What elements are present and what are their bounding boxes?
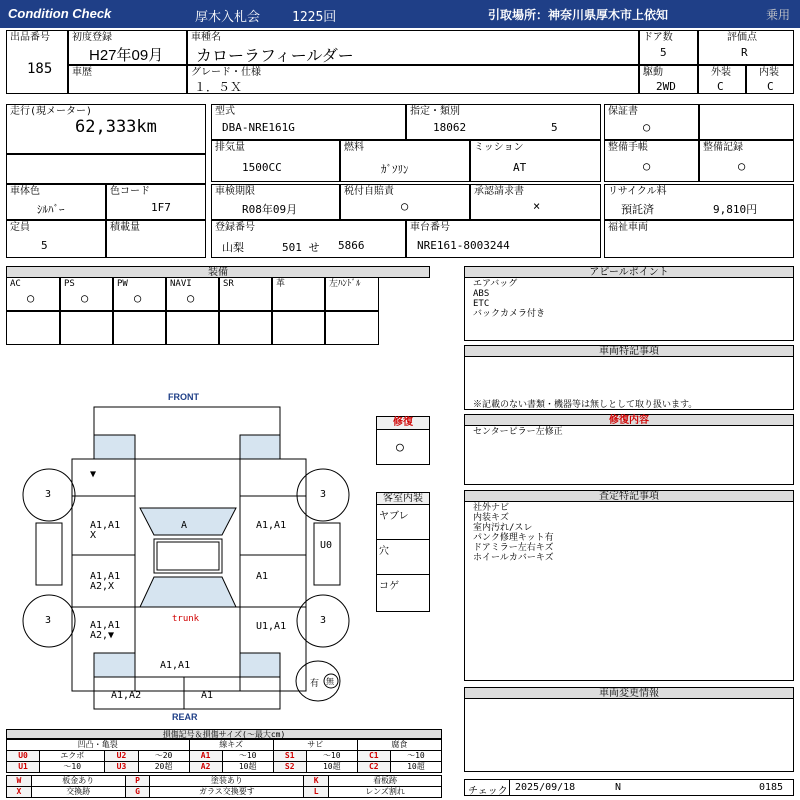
legend-row <box>7 762 442 773</box>
inspection-cell <box>211 184 340 220</box>
drive-label: 駆動 <box>643 67 663 78</box>
tire-rear-right-mark: 3 <box>320 615 327 626</box>
capacity-cell <box>6 220 106 258</box>
rear-corner-right <box>240 653 280 677</box>
car-damage-diagram <box>0 385 370 725</box>
interior-item: ヤブレ <box>379 511 409 522</box>
load-cell <box>106 220 206 258</box>
mileage-extra-cell <box>6 154 206 184</box>
approval: × <box>533 199 541 213</box>
model: DBA-NRE161G <box>222 121 295 134</box>
model-label: 型式 <box>215 106 235 117</box>
fuel-cell <box>340 140 470 182</box>
text-line: バックカメラ付き <box>473 309 546 319</box>
equipment-label: SR <box>223 279 234 289</box>
lot-no-label: 出品番号 <box>10 32 50 43</box>
legend-cell: C1 <box>357 751 390 762</box>
color-cell <box>6 184 106 220</box>
mark-left-quarter: A1,A1 <box>90 620 121 631</box>
equipment-value: ○ <box>27 291 35 305</box>
car-name-label: 車種名 <box>191 32 221 43</box>
legend-cell: C2 <box>357 762 390 773</box>
displacement: 1500CC <box>242 161 282 174</box>
legend-cell: レンズ割れ <box>329 787 442 798</box>
text-line: センターピラー左修正 <box>473 427 563 437</box>
repair-box <box>376 429 430 465</box>
doors-cell <box>639 30 698 65</box>
doors-label: ドア数 <box>643 32 673 43</box>
legend-cell: S1 <box>273 751 306 762</box>
plate-area: 山梨 <box>222 241 244 254</box>
repair-detail-lines <box>473 427 563 437</box>
appeal-box <box>464 277 794 341</box>
repair-value: ○ <box>396 440 404 455</box>
footer-divider <box>509 780 510 795</box>
check-code: 0185 <box>759 782 784 793</box>
legend-table-2 <box>6 775 442 798</box>
front-corner-right <box>240 435 280 459</box>
equipment-value: ○ <box>187 291 195 305</box>
mark-rear-bumper-left: A1,A2 <box>111 690 142 701</box>
recycle-label: リサイクル料 <box>608 186 667 197</box>
displacement-cell <box>211 140 340 182</box>
legend-cell: L <box>304 787 329 798</box>
mark-left-front-door: A1,A1 <box>90 520 121 531</box>
grade-label: 評価点 <box>727 32 757 43</box>
equipment-empty <box>113 311 166 345</box>
inspection: R08年09月 <box>242 203 298 216</box>
assessment-title: 査定特記事項 <box>464 490 794 502</box>
equipment-value: ○ <box>134 291 142 305</box>
lot-no-cell <box>6 30 68 94</box>
designation: 18062 <box>433 121 467 134</box>
spare-label: 有 <box>310 679 320 689</box>
designation-cell <box>406 104 601 140</box>
windshield <box>140 508 236 535</box>
check-date: 2025/09/18 <box>515 782 576 793</box>
equipment-label: PW <box>117 279 128 289</box>
maint-record-cell <box>699 140 794 182</box>
legend-group: 凹凸・亀裂 <box>7 740 190 751</box>
mileage-label: 走行(現メーター) <box>10 106 93 117</box>
mileage-cell <box>6 104 206 154</box>
legend-cell: 10超 <box>390 762 441 773</box>
divider <box>377 539 429 540</box>
equipment-empty <box>60 311 113 345</box>
maint-book: ○ <box>643 159 651 173</box>
maint-record: ○ <box>738 159 746 173</box>
text-line: ホイールカバーキズ <box>473 553 554 563</box>
recycle-status: 預託済 <box>621 203 654 216</box>
equipment-label: 左ﾊﾝﾄﾞﾙ <box>329 279 361 289</box>
mark-right-front-door: A1,A1 <box>256 520 287 531</box>
category-no: 5 <box>551 121 558 134</box>
legend-cell: ～10 <box>390 751 441 762</box>
car-name: カローラフィールダー <box>196 48 354 65</box>
plate-label: 登録番号 <box>215 222 255 233</box>
first-reg: H27年09月 <box>89 47 164 64</box>
tax: ○ <box>401 199 409 213</box>
capacity: 5 <box>41 239 48 252</box>
legend-cell: W <box>7 776 32 787</box>
model-cell <box>211 104 406 140</box>
drive: 2WD <box>656 80 676 93</box>
legend-group: サビ <box>273 740 357 751</box>
special-note: ※記載のない書類・機器等は無しとして取り扱います。 <box>473 400 698 410</box>
text-line: 社外ナビ <box>473 503 510 513</box>
history-cell <box>68 65 187 94</box>
legend-cell: U1 <box>7 762 40 773</box>
trim-label: グレード・仕様 <box>191 67 261 78</box>
legend-cell: S2 <box>273 762 306 773</box>
maint-book-cell <box>604 140 699 182</box>
equipment-title: 装備 <box>6 266 430 278</box>
warranty: ○ <box>643 120 651 134</box>
mark-right-quarter: U1,A1 <box>256 621 287 632</box>
legend-cell: 10超 <box>306 762 357 773</box>
legend-cell: U3 <box>105 762 138 773</box>
brand: Condition Check <box>8 6 112 21</box>
interior-item: コゲ <box>379 581 399 592</box>
check-mark: N <box>615 782 622 793</box>
text-line: 内装キズ <box>473 513 509 523</box>
equipment-label: NAVI <box>170 279 192 289</box>
mark-rear-bumper-right: A1 <box>201 690 214 701</box>
int-cell <box>746 65 794 94</box>
tax-label: 税付自賠責 <box>344 186 394 197</box>
inspection-label: 車検期限 <box>215 186 255 197</box>
text-line: パンク修理キット有 <box>473 533 554 543</box>
trunk-label: trunk <box>172 614 200 624</box>
rear-window <box>140 577 236 607</box>
text-line: 室内汚れ/スレ <box>473 523 533 533</box>
recycle-cell <box>604 184 794 220</box>
legend-row <box>7 787 442 798</box>
legend-cell: ガラス交換要す <box>150 787 304 798</box>
text-line: ABS <box>473 289 490 299</box>
interior-item: 穴 <box>379 546 389 557</box>
legend-cell: ～10 <box>222 751 273 762</box>
mission: AT <box>513 161 527 174</box>
interior-title: 客室内装 <box>376 492 430 505</box>
equipment-empty <box>272 311 325 345</box>
color-label: 車体色 <box>10 186 40 197</box>
text-line: エアバッグ <box>473 279 518 289</box>
roof-inner <box>157 542 219 570</box>
repair-detail-title: 修復内容 <box>464 414 794 426</box>
doors: 5 <box>660 46 667 59</box>
equipment-label: PS <box>64 279 75 289</box>
legend-cell: 20超 <box>138 762 189 773</box>
fuel-label: 燃料 <box>344 142 364 153</box>
mission-cell <box>470 140 601 182</box>
first-reg-label: 初度登録 <box>72 32 112 43</box>
header-bar <box>0 0 800 28</box>
assessment-lines <box>473 503 554 563</box>
legend-cell: U2 <box>105 751 138 762</box>
welfare-cell <box>604 220 794 258</box>
legend-cell: G <box>125 787 150 798</box>
equipment-empty <box>219 311 272 345</box>
equipment-item <box>272 277 325 311</box>
int: C <box>767 80 774 93</box>
equipment-item <box>325 277 379 311</box>
mark-left-rear-door: A1,A1 <box>90 571 121 582</box>
tire-front-left-mark: 3 <box>45 489 52 500</box>
check-label: チェック <box>468 786 508 797</box>
legend-row <box>7 776 442 787</box>
mission-label: ミッション <box>474 142 524 153</box>
text-line: ドアミラー左右キズ <box>473 543 554 553</box>
trim-cell <box>187 65 639 94</box>
legend-title: 損傷記号＆損傷サイズ(～最大cm) <box>6 729 442 739</box>
mark-front-left: ▼ <box>90 469 97 480</box>
legend-table <box>6 739 442 773</box>
spare-circle-label: 無 <box>326 677 334 686</box>
welfare-label: 福祉車両 <box>608 222 648 233</box>
equipment-empty <box>166 311 219 345</box>
legend-cell: ～10 <box>40 762 105 773</box>
text-line: ETC <box>473 299 490 309</box>
legend-cell: 看板跡 <box>329 776 442 787</box>
ext: C <box>717 80 724 93</box>
drive-cell <box>639 65 698 94</box>
mark-right-mirror: U0 <box>320 540 333 551</box>
appeal-title: アピールポイント <box>464 266 794 278</box>
front-label: FRONT <box>168 392 199 402</box>
ext-label: 外装 <box>711 67 731 78</box>
mark-right-rear-door: A1 <box>256 571 269 582</box>
legend-cell: X <box>7 787 32 798</box>
appeal-lines <box>473 279 545 319</box>
mileage: 62,333km <box>75 117 157 137</box>
mark-left-rear-door-2: A2,X <box>90 581 115 592</box>
legend-cell: A2 <box>189 762 222 773</box>
special-box <box>464 356 794 410</box>
legend-cell: A1 <box>189 751 222 762</box>
equipment-value: ○ <box>81 291 89 305</box>
legend-cell: 10超 <box>222 762 273 773</box>
right-mirror <box>314 523 340 585</box>
capacity-label: 定員 <box>10 222 30 233</box>
legend-cell: エクボ <box>40 751 105 762</box>
legend-cell: 板金あり <box>31 776 125 787</box>
tire-rear-left-mark: 3 <box>45 615 52 626</box>
chassis-label: 車台番号 <box>410 222 450 233</box>
tax-cell <box>340 184 470 220</box>
equipment-item <box>219 277 272 311</box>
warranty-cell <box>604 104 699 140</box>
equipment-item <box>6 277 60 311</box>
designation-label: 指定・類別 <box>410 106 460 117</box>
rear-corner-left <box>94 653 135 677</box>
repair-detail-box <box>464 425 794 485</box>
grade-cell <box>698 30 794 65</box>
warranty-label: 保証書 <box>608 106 638 117</box>
mark-left-front-door-2: X <box>90 530 97 541</box>
front-corner-left <box>94 435 135 459</box>
legend-cell: U0 <box>7 751 40 762</box>
legend-cell: K <box>304 776 329 787</box>
mark-hood: A <box>181 520 188 531</box>
equipment-item <box>60 277 113 311</box>
grade: R <box>741 46 748 59</box>
chassis: NRE161-8003244 <box>417 239 510 252</box>
legend-group: 線キズ <box>189 740 273 751</box>
mark-rear-gate: A1,A1 <box>160 660 191 671</box>
legend-cell: P <box>125 776 150 787</box>
trim: １．５Ｘ <box>194 80 243 94</box>
legend-cell: 交換跡 <box>31 787 125 798</box>
repair-title: 修復 <box>376 416 430 430</box>
recycle-fee: 9,810円 <box>713 203 758 216</box>
fuel: ｶﾞｿﾘﾝ <box>381 163 409 176</box>
auction-name: 厚木入札会 <box>195 10 261 25</box>
roof <box>154 539 222 573</box>
plate-class: 501 せ <box>282 241 320 254</box>
interior-box <box>376 504 430 612</box>
footer-bar <box>464 779 794 796</box>
legend-row <box>7 751 442 762</box>
vehicle-category: 乗用 <box>766 8 791 22</box>
legend-cell: 塗装あり <box>150 776 304 787</box>
int-label: 内装 <box>759 67 779 78</box>
change-title: 車両変更情報 <box>464 687 794 699</box>
equipment-label: 革 <box>276 279 286 289</box>
load-label: 積載量 <box>110 222 140 233</box>
equipment-empty <box>325 311 379 345</box>
color-code-label: 色コード <box>110 186 150 197</box>
plate-cell <box>211 220 406 258</box>
equipment-label: AC <box>10 279 21 289</box>
first-reg-cell <box>68 30 187 65</box>
displacement-label: 排気量 <box>215 142 245 153</box>
equipment-item <box>113 277 166 311</box>
legend-group: 腐食 <box>357 740 441 751</box>
chassis-cell <box>406 220 601 258</box>
maint-record-label: 整備記録 <box>703 142 743 153</box>
legend-cell: ～10 <box>306 751 357 762</box>
color: ｼﾙﾊﾞｰ <box>37 203 65 216</box>
divider <box>377 574 429 575</box>
ext-cell <box>698 65 746 94</box>
color-code-cell <box>106 184 206 220</box>
left-mirror <box>36 523 62 585</box>
change-box <box>464 698 794 772</box>
mark-left-quarter-2: A2,▼ <box>90 630 115 641</box>
car-name-cell <box>187 30 639 65</box>
color-code: 1F7 <box>151 201 171 214</box>
legend-cell: ～20 <box>138 751 189 762</box>
history-label: 車歴 <box>72 67 92 78</box>
assessment-box <box>464 501 794 681</box>
approval-label: 承認請求書 <box>474 186 524 197</box>
maint-book-label: 整備手帳 <box>608 142 648 153</box>
lot-no: 185 <box>27 61 53 77</box>
pickup-location: 引取場所：神奈川県厚木市上依知 <box>488 8 669 22</box>
lot-number: 1225回 <box>292 10 337 25</box>
warranty-extra-cell <box>699 104 794 140</box>
equipment-item <box>166 277 219 311</box>
special-title: 車両特記事項 <box>464 345 794 357</box>
tire-front-right-mark: 3 <box>320 489 327 500</box>
equipment-empty <box>6 311 60 345</box>
approval-cell <box>470 184 601 220</box>
rear-label: REAR <box>172 712 198 722</box>
plate-no: 5866 <box>338 239 365 252</box>
